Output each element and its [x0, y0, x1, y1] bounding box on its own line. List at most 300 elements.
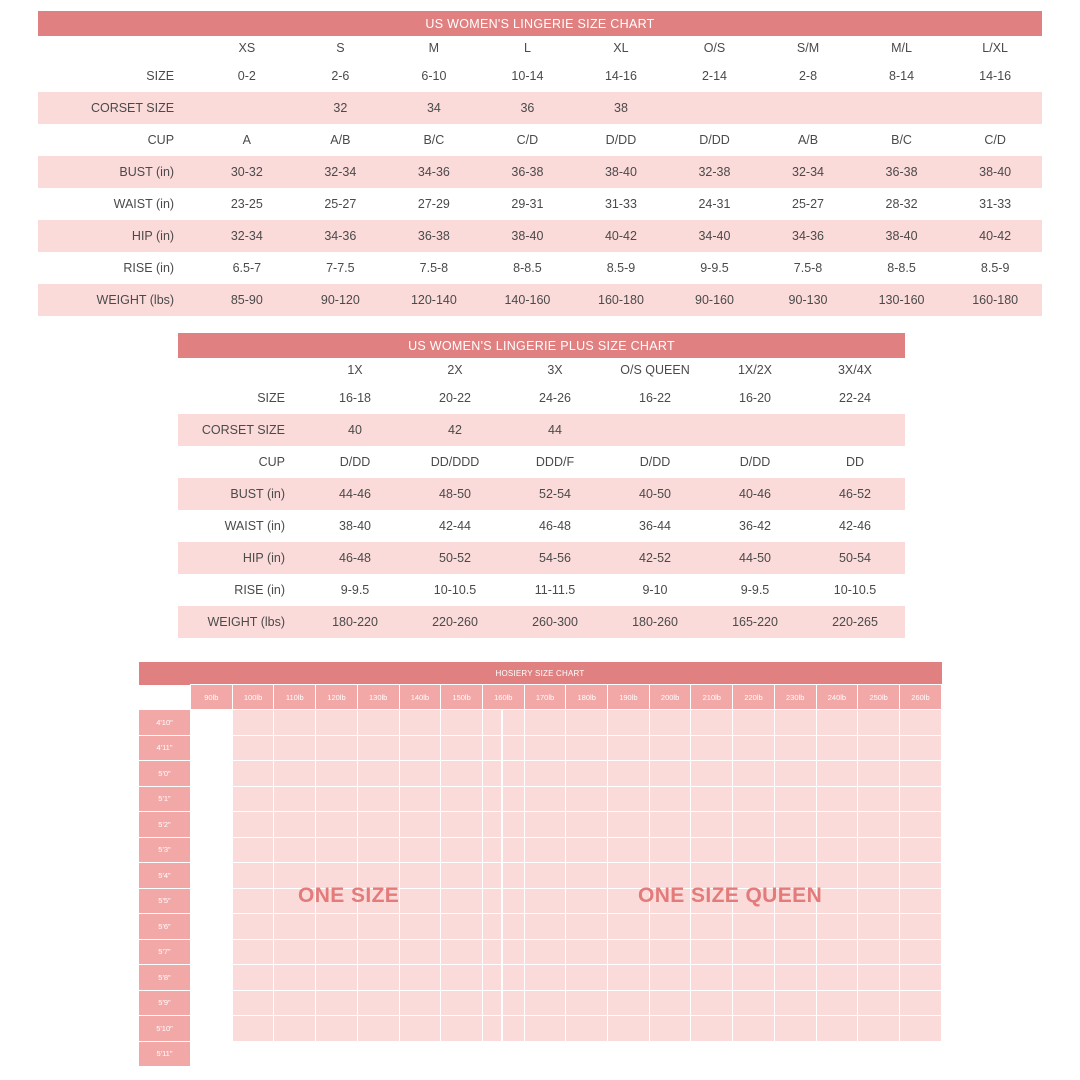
hosiery-row	[139, 1016, 942, 1042]
hosiery-cell	[232, 761, 274, 787]
table-cell: 220-265	[805, 606, 905, 638]
table-cell: 32-38	[668, 156, 762, 188]
hosiery-height-header: 5'2"	[139, 812, 191, 838]
table-cell: A	[200, 124, 294, 156]
hosiery-cell	[482, 990, 524, 1016]
hosiery-cell	[608, 888, 650, 914]
table-cell: 90-160	[668, 284, 762, 316]
table-cell: 50-52	[405, 542, 505, 574]
table-cell: 90-130	[761, 284, 855, 316]
hosiery-weight-header: 170lb	[524, 685, 566, 710]
hosiery-cell	[691, 786, 733, 812]
hosiery-weight-header: 180lb	[566, 685, 608, 710]
hosiery-cell	[357, 812, 399, 838]
hosiery-cell	[232, 812, 274, 838]
hosiery-cell	[482, 812, 524, 838]
hosiery-cell	[274, 914, 316, 940]
hosiery-cell	[733, 786, 775, 812]
hosiery-weight-header: 90lb	[191, 685, 233, 710]
hosiery-cell	[608, 1041, 650, 1067]
row-label: HIP (in)	[38, 220, 200, 252]
table-cell: 165-220	[705, 606, 805, 638]
hosiery-cell	[191, 1041, 233, 1067]
table-cell: 25-27	[294, 188, 388, 220]
table-cell: 220-260	[405, 606, 505, 638]
hosiery-cell	[608, 914, 650, 940]
one-size-queen-overlay-label: ONE SIZE QUEEN	[638, 884, 823, 907]
table-cell	[705, 414, 805, 446]
table-cell: 8.5-9	[948, 252, 1042, 284]
hosiery-row	[139, 965, 942, 991]
hosiery-cell	[774, 735, 816, 761]
hosiery-cell	[816, 990, 858, 1016]
hosiery-cell	[191, 939, 233, 965]
row-label: HIP (in)	[178, 542, 305, 574]
row-label: CORSET SIZE	[38, 92, 200, 124]
hosiery-cell	[274, 837, 316, 863]
hosiery-cell	[733, 1016, 775, 1042]
hosiery-cell	[774, 1016, 816, 1042]
hosiery-cell	[608, 863, 650, 889]
hosiery-cell	[816, 965, 858, 991]
table-cell: 25-27	[761, 188, 855, 220]
hosiery-cell	[399, 863, 441, 889]
hosiery-cell	[399, 914, 441, 940]
table-cell: 36-42	[705, 510, 805, 542]
hosiery-cell	[399, 837, 441, 863]
hosiery-cell	[232, 888, 274, 914]
hosiery-cell	[899, 939, 941, 965]
table-cell: 42-44	[405, 510, 505, 542]
column-header-cell: O/S QUEEN	[605, 358, 705, 382]
hosiery-weight-header: 130lb	[357, 685, 399, 710]
hosiery-cell	[858, 863, 900, 889]
hosiery-cell	[482, 1041, 524, 1067]
hosiery-cell	[524, 812, 566, 838]
hosiery-cell	[232, 1016, 274, 1042]
hosiery-cell	[357, 786, 399, 812]
hosiery-cell	[566, 761, 608, 787]
hosiery-cell	[816, 735, 858, 761]
table-cell: A/B	[761, 124, 855, 156]
hosiery-cell	[774, 965, 816, 991]
table-cell: 46-48	[505, 510, 605, 542]
row-label: RISE (in)	[178, 574, 305, 606]
hosiery-cell	[816, 812, 858, 838]
hosiery-weight-header: 230lb	[774, 685, 816, 710]
table-cell: DDD/F	[505, 446, 605, 478]
table-cell: B/C	[387, 124, 481, 156]
table-cell: 2-8	[761, 60, 855, 92]
hosiery-row	[139, 914, 942, 940]
table-cell: 30-32	[200, 156, 294, 188]
hosiery-cell	[899, 990, 941, 1016]
hosiery-title-row	[139, 662, 942, 685]
chart-title: US WOMEN'S LINGERIE SIZE CHART	[38, 11, 1042, 36]
table-row	[38, 124, 1042, 156]
column-header-cell: L/XL	[948, 36, 1042, 60]
hosiery-cell	[191, 1016, 233, 1042]
hosiery-cell	[441, 812, 483, 838]
table-row	[38, 252, 1042, 284]
hosiery-cell	[274, 965, 316, 991]
table-cell: 140-160	[481, 284, 575, 316]
hosiery-corner-cell	[139, 685, 191, 710]
hosiery-divider	[501, 710, 503, 1050]
hosiery-height-header: 5'0"	[139, 761, 191, 787]
hosiery-cell	[649, 965, 691, 991]
hosiery-cell	[566, 914, 608, 940]
hosiery-weight-header: 210lb	[691, 685, 733, 710]
hosiery-height-header: 5'1"	[139, 786, 191, 812]
table-cell: 8-14	[855, 60, 949, 92]
hosiery-height-header: 4'10"	[139, 710, 191, 736]
table-cell: 180-260	[605, 606, 705, 638]
hosiery-cell	[566, 863, 608, 889]
hosiery-cell	[441, 914, 483, 940]
table-cell: 90-120	[294, 284, 388, 316]
hosiery-cell	[608, 1016, 650, 1042]
lingerie-plus-size-table	[178, 333, 905, 638]
hosiery-cell	[316, 1041, 358, 1067]
hosiery-cell	[899, 812, 941, 838]
table-cell: 40-46	[705, 478, 805, 510]
hosiery-weight-header: 100lb	[232, 685, 274, 710]
column-header-row	[38, 36, 1042, 60]
hosiery-cell	[649, 888, 691, 914]
hosiery-cell	[691, 1016, 733, 1042]
table-cell: 38-40	[855, 220, 949, 252]
hosiery-cell	[232, 837, 274, 863]
table-cell: 38-40	[305, 510, 405, 542]
hosiery-cell	[733, 863, 775, 889]
table-row	[178, 510, 905, 542]
hosiery-cell	[524, 735, 566, 761]
hosiery-cell	[774, 837, 816, 863]
hosiery-weight-header: 150lb	[441, 685, 483, 710]
hosiery-cell	[232, 914, 274, 940]
hosiery-cell	[566, 1041, 608, 1067]
hosiery-cell	[232, 786, 274, 812]
hosiery-weight-header: 200lb	[649, 685, 691, 710]
hosiery-cell	[899, 965, 941, 991]
hosiery-cell	[191, 914, 233, 940]
hosiery-cell	[733, 710, 775, 736]
hosiery-weight-header-row	[139, 685, 942, 710]
table-cell: 54-56	[505, 542, 605, 574]
row-label: WEIGHT (lbs)	[38, 284, 200, 316]
hosiery-height-header: 5'4"	[139, 863, 191, 889]
hosiery-cell	[899, 786, 941, 812]
hosiery-cell	[274, 735, 316, 761]
table-cell: 20-22	[405, 382, 505, 414]
hosiery-cell	[566, 965, 608, 991]
table-cell: 42-52	[605, 542, 705, 574]
hosiery-cell	[441, 888, 483, 914]
hosiery-cell	[316, 710, 358, 736]
hosiery-cell	[649, 1041, 691, 1067]
table-cell: B/C	[855, 124, 949, 156]
hosiery-cell	[399, 812, 441, 838]
table-cell: 34-36	[294, 220, 388, 252]
table-cell: 36-38	[387, 220, 481, 252]
hosiery-cell	[899, 761, 941, 787]
table-row	[38, 60, 1042, 92]
hosiery-cell	[316, 990, 358, 1016]
table-cell: 260-300	[505, 606, 605, 638]
hosiery-cell	[316, 812, 358, 838]
table-cell: 16-20	[705, 382, 805, 414]
row-label: BUST (in)	[178, 478, 305, 510]
hosiery-row	[139, 761, 942, 787]
table-row	[38, 92, 1042, 124]
table-row	[178, 446, 905, 478]
table-cell: 34	[387, 92, 481, 124]
hosiery-cell	[316, 939, 358, 965]
hosiery-cell	[441, 1016, 483, 1042]
hosiery-cell	[316, 965, 358, 991]
hosiery-cell	[858, 837, 900, 863]
table-cell: 42	[405, 414, 505, 446]
hosiery-cell	[899, 1016, 941, 1042]
hosiery-cell	[608, 735, 650, 761]
hosiery-cell	[566, 1016, 608, 1042]
table-cell: A/B	[294, 124, 388, 156]
hosiery-cell	[566, 812, 608, 838]
table-cell: 40	[305, 414, 405, 446]
hosiery-cell	[524, 914, 566, 940]
hosiery-cell	[191, 990, 233, 1016]
table-row	[178, 574, 905, 606]
hosiery-cell	[357, 710, 399, 736]
hosiery-cell	[774, 1041, 816, 1067]
lingerie-size-table	[38, 11, 1042, 316]
hosiery-size-table	[138, 662, 942, 1067]
table-cell: 27-29	[387, 188, 481, 220]
hosiery-row	[139, 1041, 942, 1067]
header-corner-cell	[178, 358, 305, 382]
hosiery-cell	[816, 888, 858, 914]
hosiery-height-header: 5'3"	[139, 837, 191, 863]
table-cell: 7.5-8	[387, 252, 481, 284]
hosiery-cell	[399, 990, 441, 1016]
hosiery-cell	[399, 710, 441, 736]
lingerie-size-chart	[38, 11, 1042, 316]
table-row	[178, 606, 905, 638]
hosiery-cell	[524, 939, 566, 965]
hosiery-cell	[733, 735, 775, 761]
table-cell: 36-38	[481, 156, 575, 188]
table-cell: D/DD	[574, 124, 668, 156]
table-cell: 7-7.5	[294, 252, 388, 284]
hosiery-cell	[357, 837, 399, 863]
hosiery-cell	[191, 786, 233, 812]
table-cell: 32	[294, 92, 388, 124]
table-cell	[668, 92, 762, 124]
table-cell: 8-8.5	[481, 252, 575, 284]
hosiery-cell	[691, 914, 733, 940]
hosiery-size-chart	[138, 662, 942, 1067]
hosiery-cell	[316, 837, 358, 863]
hosiery-cell	[774, 786, 816, 812]
table-cell: D/DD	[668, 124, 762, 156]
hosiery-cell	[274, 710, 316, 736]
row-label: CORSET SIZE	[178, 414, 305, 446]
hosiery-height-header: 5'6"	[139, 914, 191, 940]
hosiery-cell	[691, 990, 733, 1016]
hosiery-row	[139, 863, 942, 889]
hosiery-cell	[608, 939, 650, 965]
hosiery-cell	[274, 1041, 316, 1067]
hosiery-cell	[357, 990, 399, 1016]
row-label: SIZE	[178, 382, 305, 414]
hosiery-cell	[733, 965, 775, 991]
hosiery-cell	[566, 786, 608, 812]
column-header-cell: S	[294, 36, 388, 60]
hosiery-cell	[566, 939, 608, 965]
table-cell: 2-14	[668, 60, 762, 92]
table-cell: 9-10	[605, 574, 705, 606]
hosiery-cell	[191, 863, 233, 889]
hosiery-cell	[816, 939, 858, 965]
table-cell: 23-25	[200, 188, 294, 220]
hosiery-cell	[649, 786, 691, 812]
hosiery-cell	[608, 965, 650, 991]
table-cell: 180-220	[305, 606, 405, 638]
row-label: CUP	[178, 446, 305, 478]
hosiery-cell	[858, 786, 900, 812]
column-header-cell: 1X	[305, 358, 405, 382]
table-cell: D/DD	[305, 446, 405, 478]
table-cell: 16-22	[605, 382, 705, 414]
hosiery-cell	[816, 1016, 858, 1042]
hosiery-cell	[441, 761, 483, 787]
hosiery-cell	[274, 761, 316, 787]
hosiery-cell	[274, 939, 316, 965]
hosiery-cell	[691, 812, 733, 838]
hosiery-cell	[816, 1041, 858, 1067]
hosiery-cell	[316, 761, 358, 787]
hosiery-height-header: 5'9"	[139, 990, 191, 1016]
column-header-cell: O/S	[668, 36, 762, 60]
table-cell: 8-8.5	[855, 252, 949, 284]
hosiery-cell	[524, 710, 566, 736]
hosiery-cell	[482, 863, 524, 889]
table-cell: 24-31	[668, 188, 762, 220]
table-cell: 9-9.5	[705, 574, 805, 606]
table-row	[38, 156, 1042, 188]
table-cell: 160-180	[574, 284, 668, 316]
hosiery-cell	[566, 990, 608, 1016]
hosiery-cell	[357, 914, 399, 940]
hosiery-cell	[482, 837, 524, 863]
hosiery-cell	[524, 1041, 566, 1067]
table-cell: 44	[505, 414, 605, 446]
hosiery-cell	[649, 812, 691, 838]
table-cell: 10-10.5	[405, 574, 505, 606]
hosiery-cell	[316, 863, 358, 889]
table-cell: 46-52	[805, 478, 905, 510]
hosiery-cell	[774, 863, 816, 889]
hosiery-cell	[524, 990, 566, 1016]
hosiery-cell	[858, 1041, 900, 1067]
hosiery-cell	[524, 837, 566, 863]
hosiery-cell	[858, 761, 900, 787]
hosiery-cell	[691, 710, 733, 736]
hosiery-cell	[399, 888, 441, 914]
table-cell	[855, 92, 949, 124]
hosiery-row	[139, 939, 942, 965]
hosiery-cell	[357, 965, 399, 991]
table-row	[38, 220, 1042, 252]
chart-title-row	[178, 333, 905, 358]
table-cell: DD	[805, 446, 905, 478]
hosiery-title: HOSIERY SIZE CHART	[139, 662, 942, 685]
hosiery-cell	[858, 965, 900, 991]
hosiery-cell	[191, 735, 233, 761]
hosiery-height-header: 5'11"	[139, 1041, 191, 1067]
table-cell: 44-50	[705, 542, 805, 574]
column-header-cell: M/L	[855, 36, 949, 60]
hosiery-cell	[441, 735, 483, 761]
chart-title: US WOMEN'S LINGERIE PLUS SIZE CHART	[178, 333, 905, 358]
hosiery-cell	[399, 965, 441, 991]
table-cell: 38-40	[574, 156, 668, 188]
hosiery-cell	[899, 863, 941, 889]
hosiery-cell	[482, 914, 524, 940]
hosiery-cell	[316, 888, 358, 914]
hosiery-weight-header: 160lb	[482, 685, 524, 710]
table-cell: 38-40	[948, 156, 1042, 188]
hosiery-cell	[816, 914, 858, 940]
hosiery-cell	[774, 914, 816, 940]
hosiery-cell	[649, 939, 691, 965]
table-row	[178, 542, 905, 574]
hosiery-cell	[399, 735, 441, 761]
hosiery-cell	[274, 786, 316, 812]
hosiery-cell	[566, 888, 608, 914]
hosiery-cell	[191, 888, 233, 914]
table-cell: 36	[481, 92, 575, 124]
table-row	[38, 188, 1042, 220]
hosiery-cell	[858, 990, 900, 1016]
table-cell: 8.5-9	[574, 252, 668, 284]
hosiery-cell	[524, 786, 566, 812]
hosiery-cell	[357, 1041, 399, 1067]
hosiery-cell	[482, 735, 524, 761]
table-cell: C/D	[481, 124, 575, 156]
hosiery-cell	[191, 837, 233, 863]
hosiery-cell	[441, 939, 483, 965]
row-label: WAIST (in)	[178, 510, 305, 542]
hosiery-cell	[399, 939, 441, 965]
hosiery-cell	[399, 1041, 441, 1067]
hosiery-cell	[858, 939, 900, 965]
hosiery-cell	[691, 939, 733, 965]
hosiery-cell	[274, 863, 316, 889]
column-header-cell: 2X	[405, 358, 505, 382]
table-cell: 31-33	[948, 188, 1042, 220]
hosiery-cell	[566, 837, 608, 863]
hosiery-cell	[816, 863, 858, 889]
table-cell: 28-32	[855, 188, 949, 220]
table-cell: 22-24	[805, 382, 905, 414]
hosiery-cell	[691, 761, 733, 787]
hosiery-cell	[441, 1041, 483, 1067]
hosiery-cell	[858, 812, 900, 838]
row-label: BUST (in)	[38, 156, 200, 188]
hosiery-cell	[649, 710, 691, 736]
